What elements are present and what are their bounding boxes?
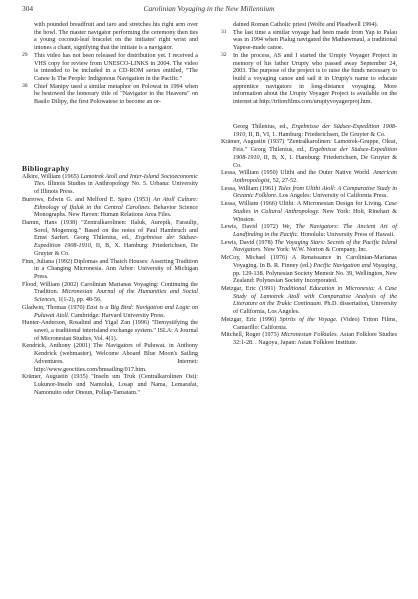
reference-entry: Lessa, William (1961) Tales from Ulithi Atoll: A Comparative Study in Oceanic Folklore. Los Angeles: University of California Press. xyxy=(221,185,397,200)
footnote-text: Chief Manipy used a similar metaphor on Polowat in 1994 when he bestowed the honorary title of "Navigator to the Heavens" on Basilo Dilipy, the first Polowatese to become an or- xyxy=(34,83,198,106)
reference-entry: Finn, Juliana (1992) Diplomas and Thatch Houses: Asserting Tradition in a Changing Micronesia. Ann Arbor: University of Michigan Press. xyxy=(22,258,198,280)
footnote-continuation: dained Roman Catholic priest (Wolfe and Pleadwell 1994). xyxy=(233,22,379,28)
page-number: 304 xyxy=(22,4,34,13)
reference-entry: Metzgar, Eric (1991) Traditional Education in Micronesia: A Case Study of Lamotrek Atoll with Comparative Analysis of the Literature on the Trukic Continuum. Ph.D. dissertation, University of California, Los Angeles. xyxy=(221,286,397,316)
reference-entry: Gladwin, Thomas (1970) East is a Big Bird: Navigation and Logic on Puluwat Atoll. Cambridge: Harvard University Press. xyxy=(22,304,198,319)
footnote xyxy=(22,53,198,84)
bibliography-heading: Bibliography xyxy=(22,163,70,173)
reference-list-continued xyxy=(221,124,397,348)
reference-entry: Krämer, Augustin (1937) "Zentralkarolinen: Lamotrek-Gruppe, Oleai, Feis." Georg Thilenius, ed., Ergebnisse der Südsee-Expedition 1908-1910, II, B, X, 1. Hamburg: Friederichsen, De Gruyter & Co. xyxy=(221,139,398,169)
reference-entry: Metzgar, Eric (1996) Spirits of the Voyage. (Video) Triton Films, Camarillo: California. xyxy=(221,316,397,331)
footnote-number: 31 xyxy=(221,28,227,35)
footnote-text: This video has not been released for distribution yet. I received a VHS copy for review from UNESCO-LINKS in 2004. The video is intended to be included in a CD-ROM series entitled, "The Canoe Is The People: Indigenous Navigation in the Pacific." xyxy=(34,52,198,83)
reference-entry: Lessa, William (1950) Ulithi and the Outer Native World. American Anthropologist, 52, 27-52. xyxy=(221,170,397,184)
reference-entry: Hunter-Anderson, Rosalind and Yigal Zan (1996) "Demystifying the sawei, a traditional interisland exchange system." ISLA: A Journal of Micronesian Studies, Vol. 4(1). xyxy=(22,320,198,342)
reference-entry: Kendrick, Anthony (2001) The Navigators of Puluwat. in Anthony Kendrick (webmaster), Welcome Aboard Blue Moon's Sailing Adventures. Internet: http://www.geocities.com/bmsailing/017.htm. xyxy=(22,343,199,373)
reference-continuation: Georg Thilenius, ed., Ergebnisse der Südsee-Expedition 1908-1910, II, B, VI, 1. Hamburg: Friederichsen, De Gruyter & Co. xyxy=(233,123,398,138)
footnote xyxy=(22,84,198,107)
footnote-number: 30 xyxy=(22,82,28,89)
footnote-list xyxy=(221,30,397,107)
footnote-text: The last time a similar voyage had been made from Yap to Palau was in 1994 when Pialug navigated the Mathawmaul, a traditional Yapese-made canoe. xyxy=(233,29,397,52)
reference-entry: Lewis, David (1978) The Voyaging Stars: Secrets of the Pacific Island Navigators. New York: W.W. Norton & Company, Inc. xyxy=(221,239,397,254)
reference-entry: Lessa, William (1966) Ulithi: A Micronesian Design for Living. Case Studies in Cultural Anthropology. New York: Holt, Rinehart & Winston. xyxy=(221,201,397,223)
footnote-text: In the process, AS and I started the Urupiy Voyager Project in memory of his father Urupiy who passed away September 24, 2003. The purpose of the project is to raise the funds necessary to build a voyaging canoe and sail it in Urupiy's name to educate apprentice navigators in long-distance voyaging. More information about the Urupiy Voyager Project is available on the internet at http://tritonfilms.com/urupiyvoyagerproj.htm. xyxy=(233,52,397,106)
footnote-continuation: with pounded breadfruit and taro and stretches his right arm over the bowl. The master navigator performing the ceremony then ties a young coconut-leaf bracelet on the initiates' right wrist and intones a chant, signifying that the initiate is a navigator. xyxy=(34,22,198,52)
running-title: Carolinian Voyaging in the New Millennium xyxy=(143,4,275,13)
reference-entry: Krämer, Augustin (1935) "Inseln um Truk (Centralkarolinen Ost): Lukunor-Inseln und Namoluk, Losap und Nama, Lemarafat, Namonuito oder Onoun, Pollap-Tamatam." xyxy=(22,374,198,396)
footnote-number: 29 xyxy=(22,51,28,58)
reference-entry: Lewis, David (1972) We, The Navigators: The Ancient Art of Landfinding in the Pacific. Honolulu: University Press of Hawaii. xyxy=(221,224,397,238)
running-header xyxy=(22,4,396,16)
footnote xyxy=(221,30,397,53)
reference-entry: Mitchell, Roger (1973) Micronesian Folktales. Asian Folklore Studies 32:1-28. . Nagoya, Japan: Asian Folklore Institute. xyxy=(221,332,398,347)
left-column xyxy=(22,22,198,397)
footnote-list xyxy=(22,53,198,107)
footnote-number: 32 xyxy=(221,51,227,58)
reference-list xyxy=(221,139,397,347)
reference-entry: Burrows, Edwin G. and Melford E. Spiro (1953) An Atoll Culture: Ethnology of Ifaluk in the Central Carolines. Behavior Science Monographs. New Haven: Human Relations Area Files. xyxy=(22,196,198,219)
reference-entry: Flood, William (2002) Carolinian Marianas Voyaging: Continuing the Tradition. Micronesian Journal of the Humanities and Social Sciences, 1(1-2), pp. 48-56. xyxy=(22,281,198,304)
reference-entry: Alkire, William (1965) Lamotrek Atoll and Inter-Island Socioeconomic Ties. Illinois Studies in Anthropology No. 5. Urbana: University of Illinois Press. xyxy=(22,173,198,196)
right-column xyxy=(221,22,397,348)
footnote xyxy=(221,53,397,107)
reference-list xyxy=(22,174,198,398)
reference-entry: McCoy, Michael (1976) A Renaissance in Carolinian-Marianas Voyaging. In B. R. Finney (ed.) Pacific Navigation and Voyaging, pp. 129-138. Polynesian Society Memoir No. 39, Wellington, New Zealand: Polynesian Society Incorporated. xyxy=(221,255,398,285)
reference-entry: Damm, Hans (1938) "Zentralkarolinen: Ifaluk, Aurepik, Faraulip, Sorol, Mogemog." Based on the notes of Paul Hambruch and Ernst Sarfert. Georg Thilenius, ed., Ergebnisse der Südsee-Expedition 1908-1910, II, B, X. Hamburg: Friederichsen, De Gruyter & Co. xyxy=(22,219,199,257)
